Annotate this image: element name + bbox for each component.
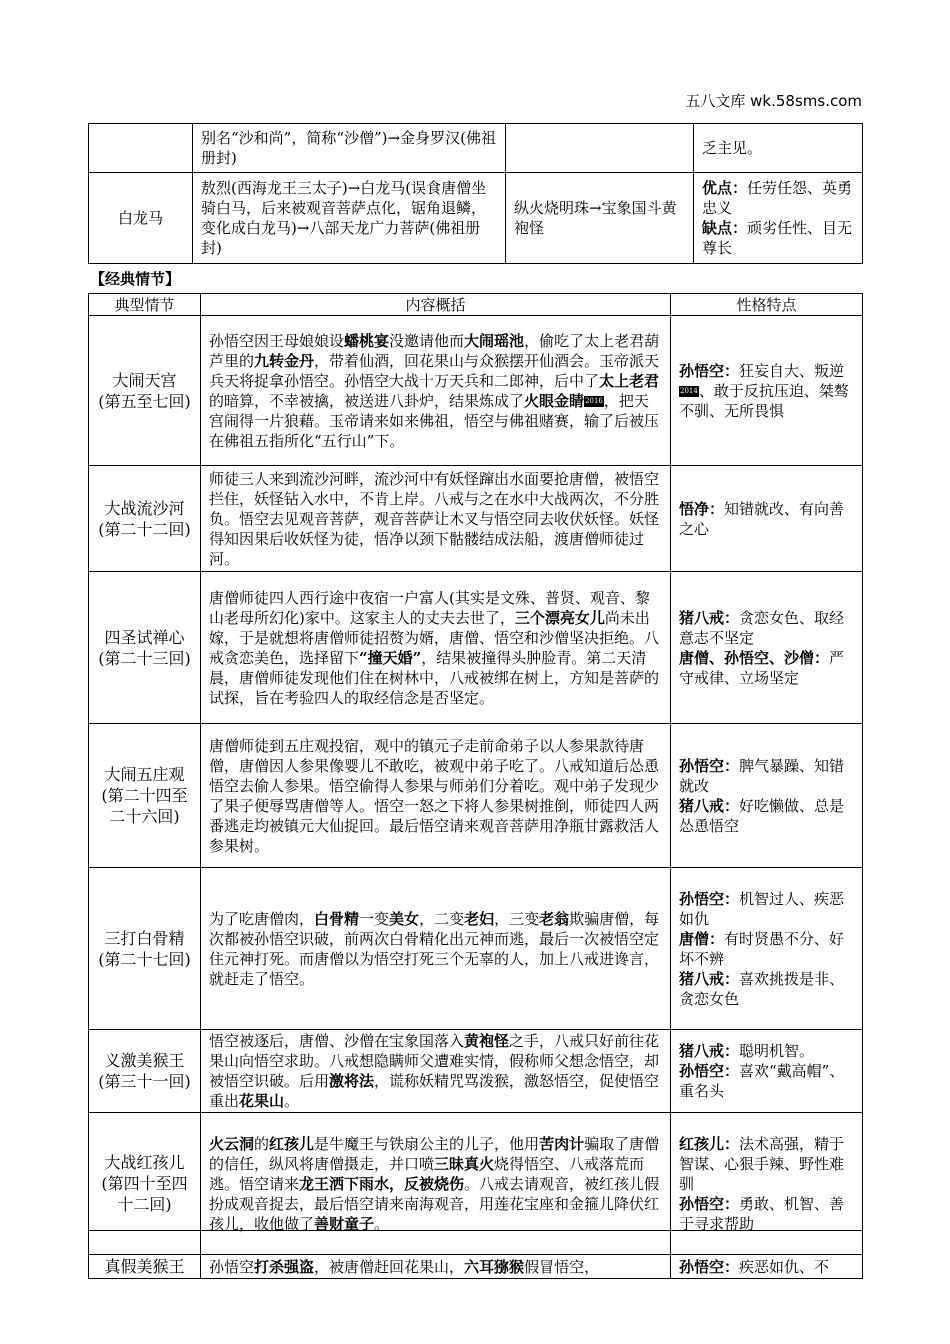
bold-keyword: 大闹瑶池 bbox=[464, 331, 525, 350]
bold-keyword: 红孩儿 bbox=[269, 1134, 315, 1153]
text-run: 。八戒去请观音，被红孩儿假扮成观音捉去，最后悟空请来南海观音，用莲花宝座和金箍儿降伏红孩儿，收他做了 bbox=[209, 1174, 660, 1233]
text-run: 骗取了唐僧的信任，纵风将唐僧摄走，并口喷 bbox=[209, 1134, 660, 1173]
plot-title: 大战流沙河 bbox=[104, 498, 185, 518]
bold-keyword: 火眼金睛 bbox=[524, 391, 585, 410]
bold-keyword: 太上老君 bbox=[599, 371, 660, 390]
section-title: 【经典情节】 bbox=[90, 270, 181, 288]
plot-traits bbox=[671, 316, 863, 466]
site-watermark: 五八文库 wk.58sms.com bbox=[685, 92, 862, 110]
text-run: 悟空被逐后，唐僧、沙僧在宝象国落入 bbox=[209, 1032, 465, 1050]
text-run: ，带着仙酒，回花果山与众猴摆开仙酒会。玉帝派天兵天将捉拿孙悟空。孙悟空大战十万天兵和二郎神，后中了 bbox=[209, 351, 660, 390]
plot-chapters: (第二十三回) bbox=[98, 648, 191, 668]
plot-traits bbox=[671, 724, 863, 868]
text-run: 一变 bbox=[359, 909, 390, 928]
text-run: 是牛魔王与铁扇公主的儿子，他用 bbox=[314, 1134, 540, 1153]
bold-keyword: 猪八戒： bbox=[679, 608, 740, 627]
bold-keyword: 孙悟空： bbox=[679, 889, 740, 908]
bold-keyword: 红孩儿： bbox=[679, 1134, 740, 1153]
text-run: 假冒悟空， bbox=[524, 1257, 600, 1276]
text-run: ，被唐僧赶回花果山， bbox=[314, 1257, 465, 1276]
plot-chapters: (第二十七回) bbox=[98, 949, 191, 969]
bold-keyword: 九转金丹 bbox=[254, 351, 315, 370]
plot-traits bbox=[671, 1255, 863, 1279]
bold-keyword: 龙王洒下雨水，反被烧伤 bbox=[299, 1174, 465, 1193]
character-table bbox=[88, 123, 863, 264]
table-row bbox=[89, 868, 863, 1030]
plot-title-cell bbox=[89, 1113, 201, 1255]
text-run: 严守戒律、立场坚定 bbox=[679, 648, 845, 687]
bold-keyword: 孙悟空： bbox=[679, 1194, 740, 1213]
plot-chapters: (第三十一回) bbox=[98, 1072, 191, 1091]
text-run: 烧得悟空、八戒落荒而逃。悟空请来 bbox=[209, 1154, 645, 1193]
table-row bbox=[89, 1030, 863, 1113]
character-history: 敖烈(西海龙王三太子)→白龙马(误食唐僧坐骑白马，后来被观音菩萨点化，锯角退鳞，变化成白龙马)→八部天龙广力菩萨(佛祖册封) bbox=[193, 173, 506, 264]
text-run: 没邀请他而 bbox=[389, 331, 465, 350]
text-run: 喜欢“戴高帽”、重名头 bbox=[679, 1062, 845, 1100]
character-deeds: 纵火烧明珠→宝象国斗黄袍怪 bbox=[506, 173, 694, 264]
bold-keyword: 唐僧、孙悟空、沙僧： bbox=[679, 648, 830, 667]
text-run: 脾气暴躁、知错就改 bbox=[679, 756, 845, 795]
text-run: 尚未出嫁，于是就想将唐僧师徒招赘为婿，唐僧、悟空和沙僧坚决拒绝。八戒贪恋美色，选择留下 bbox=[209, 608, 660, 667]
plot-title-cell bbox=[89, 316, 201, 466]
table-row bbox=[89, 724, 863, 868]
good-label: 优点： bbox=[702, 179, 748, 197]
table-header-row bbox=[89, 294, 863, 316]
bold-keyword: 悟净： bbox=[679, 499, 725, 518]
character-deeds bbox=[506, 124, 694, 173]
text-run: ，结果被撞得头肿脸青。第二天清晨，唐僧师徒发现他们住在树林中，八戒被绑在树上，方知是菩萨的试探，旨在考验四人的取经信念是否坚定。 bbox=[209, 648, 660, 707]
text-run: 勇敢、机智、善于寻求帮助 bbox=[679, 1194, 845, 1233]
character-history: 别名“沙和尚”，简称“沙僧”)→金身罗汉(佛祖册封) bbox=[193, 124, 506, 173]
character-traits bbox=[694, 173, 863, 264]
plot-title: 三打白骨精 bbox=[104, 928, 185, 948]
plot-title: 四圣试禅心 bbox=[104, 627, 185, 647]
text-run: 欺骗唐僧，每次都被孙悟空识破，前两次白骨精化出元神而逃，最后一次被悟空定住元神打死。而唐僧以为悟空打死三个无辜的人，加上八戒进谗言，就赶走了悟空。 bbox=[209, 909, 660, 988]
text-run: 孙悟空因王母娘娘设 bbox=[209, 331, 345, 350]
plot-title: 大闹天宫 bbox=[112, 370, 177, 390]
table-row bbox=[89, 124, 863, 173]
plot-title: 真假美猴王 bbox=[104, 1257, 185, 1276]
bold-keyword: 猪八戒： bbox=[679, 796, 740, 815]
text-run: 。 bbox=[374, 1214, 390, 1233]
text-run: ，谎称妖精咒骂泼猴，激怒悟空，促使悟空重出 bbox=[209, 1072, 660, 1110]
bold-keyword: 猪八戒： bbox=[679, 1042, 740, 1060]
plot-title-cell bbox=[89, 1030, 201, 1113]
plot-chapters: (第四十至四十二回) bbox=[101, 1174, 188, 1214]
plot-title-cell bbox=[89, 466, 201, 572]
bold-keyword: 苦肉计 bbox=[539, 1134, 585, 1153]
plot-summary bbox=[201, 1113, 671, 1255]
plot-summary bbox=[201, 724, 671, 868]
text-run: 、敢于反抗压迫、桀骜不驯、无所畏惧 bbox=[679, 381, 849, 420]
table-row bbox=[89, 1113, 863, 1255]
plot-traits bbox=[671, 572, 863, 724]
table-row bbox=[89, 316, 863, 466]
bold-keyword: 美女 bbox=[389, 909, 420, 928]
character-traits: 乏主见。 bbox=[694, 124, 863, 173]
bold-keyword: 老翁 bbox=[539, 909, 570, 928]
text-run: 孙悟空 bbox=[209, 1257, 255, 1276]
bold-keyword: 激将法 bbox=[329, 1072, 375, 1090]
bold-keyword: 三昧真火 bbox=[434, 1154, 495, 1173]
bold-keyword: “撞天婚” bbox=[359, 648, 422, 667]
bold-keyword: 善财童子 bbox=[314, 1214, 375, 1233]
text-run: 疾恶如仇、不 bbox=[739, 1257, 830, 1276]
plot-summary bbox=[201, 572, 671, 724]
good-traits: 任劳任怨、英勇忠义 bbox=[702, 179, 853, 217]
plot-title: 大战红孩儿 bbox=[104, 1153, 185, 1172]
text-run: 喜欢挑拨是非、贪恋女色 bbox=[679, 969, 845, 1008]
plot-summary bbox=[201, 868, 671, 1030]
footer-rule bbox=[88, 1230, 862, 1231]
text-run: ，三变 bbox=[494, 909, 540, 928]
plot-summary bbox=[201, 1255, 671, 1279]
column-header: 典型情节 bbox=[89, 294, 201, 316]
text-run: 好吃懒做、总是怂恿悟空 bbox=[679, 796, 845, 835]
year-marker: 2016 bbox=[585, 397, 603, 405]
text-run: 狂妄自大、叛逆 bbox=[739, 361, 845, 380]
text-run: 有时贤愚不分、好坏不辨 bbox=[679, 929, 845, 968]
year-marker: 2014 bbox=[680, 387, 698, 395]
table-row bbox=[89, 466, 863, 572]
text-run: 聪明机智。 bbox=[739, 1042, 815, 1060]
text-run: ，把天宫闹得一片狼藉。玉帝请来如来佛祖，悟空与佛祖赌赛，输了后被压在佛祖五指所化“五行山”下。 bbox=[209, 391, 660, 450]
plot-traits bbox=[671, 1030, 863, 1113]
bold-keyword: 三个漂亮女儿 bbox=[514, 608, 605, 627]
bold-keyword: 猪八戒： bbox=[679, 969, 740, 988]
text-run: 机智过人、疾恶如仇 bbox=[679, 889, 845, 928]
bold-keyword: 孙悟空： bbox=[679, 756, 740, 775]
plot-table bbox=[88, 293, 863, 1279]
text-run: 唐僧师徒到五庄观投宿，观中的镇元子走前命弟子以人参果款待唐僧，唐僧因人参果像婴儿不敢吃，被观中弟子吃了。八戒知道后怂恿悟空去偷人参果。悟空偷得人参果与师弟们分着吃。观中弟子发现少了果子便辱骂唐僧等人。悟空一怒之下将人参果树推倒，师徒四人两番逃走均被镇元大仙捉回。最后悟空请来观音菩萨用净瓶甘露救活人参果树。 bbox=[209, 736, 660, 855]
plot-summary bbox=[201, 466, 671, 572]
text-run: ，偷吃了太上老君葫芦里的 bbox=[209, 331, 660, 370]
text-run: 的 bbox=[254, 1134, 270, 1153]
bold-keyword: 白骨精 bbox=[314, 909, 360, 928]
table-row bbox=[89, 173, 863, 264]
text-run: 之手，八戒只好前往花果山向悟空求助。八戒想隐瞒师父遭难实情，假称师父想念悟空，却被悟空识破。后用 bbox=[209, 1032, 660, 1090]
bold-keyword: 火云洞 bbox=[209, 1134, 255, 1153]
text-run: 的暗算，不幸被擒，被送进八卦炉，结果炼成了 bbox=[209, 391, 525, 410]
bold-keyword: 孙悟空： bbox=[679, 1062, 740, 1080]
plot-title-cell bbox=[89, 1255, 201, 1279]
plot-title-cell bbox=[89, 868, 201, 1030]
bold-keyword: 打杀强盗 bbox=[254, 1257, 315, 1276]
plot-summary bbox=[201, 316, 671, 466]
text-run: 唐僧师徒四人西行途中夜宿一户富人(其实是文殊、普贤、观音、黎山老母所幻化)家中。这家主人的丈夫去世了， bbox=[209, 588, 650, 627]
plot-chapters: (第二十二回) bbox=[98, 519, 191, 539]
text-run: 师徒三人来到流沙河畔，流沙河中有妖怪蹿出水面要抢唐僧，被悟空拦住，妖怪钻入水中，不肯上岸。八戒与之在水中大战两次，不分胜负。悟空去见观音菩萨，观音菩萨让木叉与悟空同去收伏妖怪。妖怪得知因果后收妖怪为徒，悟净以颈下骷髅结成法船，渡唐僧师徒过河。 bbox=[209, 469, 660, 568]
bold-keyword: 孙悟空： bbox=[679, 1257, 740, 1276]
text-run: 贪恋女色、取经意志不坚定 bbox=[679, 608, 845, 647]
text-run: 为了吃唐僧肉， bbox=[209, 909, 315, 928]
table-row bbox=[89, 572, 863, 724]
column-header: 性格特点 bbox=[671, 294, 863, 316]
plot-traits bbox=[671, 868, 863, 1030]
text-run: 。 bbox=[284, 1092, 300, 1110]
character-name bbox=[89, 124, 193, 173]
bold-keyword: 蟠桃宴 bbox=[344, 331, 390, 350]
plot-chapters: (第五至七回) bbox=[98, 391, 191, 411]
bad-traits: 顽劣任性、目无尊长 bbox=[702, 219, 853, 257]
plot-title: 义激美猴王 bbox=[104, 1051, 185, 1070]
plot-traits bbox=[671, 1113, 863, 1255]
text-run: 法术高强，精于智谋、心狠手辣、野性难驯 bbox=[679, 1134, 845, 1193]
bad-label: 缺点： bbox=[702, 219, 748, 237]
bold-keyword: 六耳猕猴 bbox=[464, 1257, 525, 1276]
character-name: 白龙马 bbox=[89, 173, 193, 264]
plot-summary bbox=[201, 1030, 671, 1113]
text-run: 知错就改、有向善之心 bbox=[679, 499, 845, 538]
table-row bbox=[89, 1255, 863, 1279]
bold-keyword: 花果山 bbox=[239, 1092, 285, 1110]
bold-keyword: 黄袍怪 bbox=[464, 1032, 510, 1050]
plot-chapters: (第二十四至二十六回) bbox=[101, 786, 188, 826]
plot-title-cell bbox=[89, 572, 201, 724]
plot-title-cell bbox=[89, 724, 201, 868]
plot-title: 大闹五庄观 bbox=[104, 765, 185, 784]
bold-keyword: 老妇 bbox=[464, 909, 495, 928]
text-run: ，二变 bbox=[419, 909, 465, 928]
column-header: 内容概括 bbox=[201, 294, 671, 316]
bold-keyword: 唐僧： bbox=[679, 929, 725, 948]
plot-traits bbox=[671, 466, 863, 572]
bold-keyword: 孙悟空： bbox=[679, 361, 740, 380]
